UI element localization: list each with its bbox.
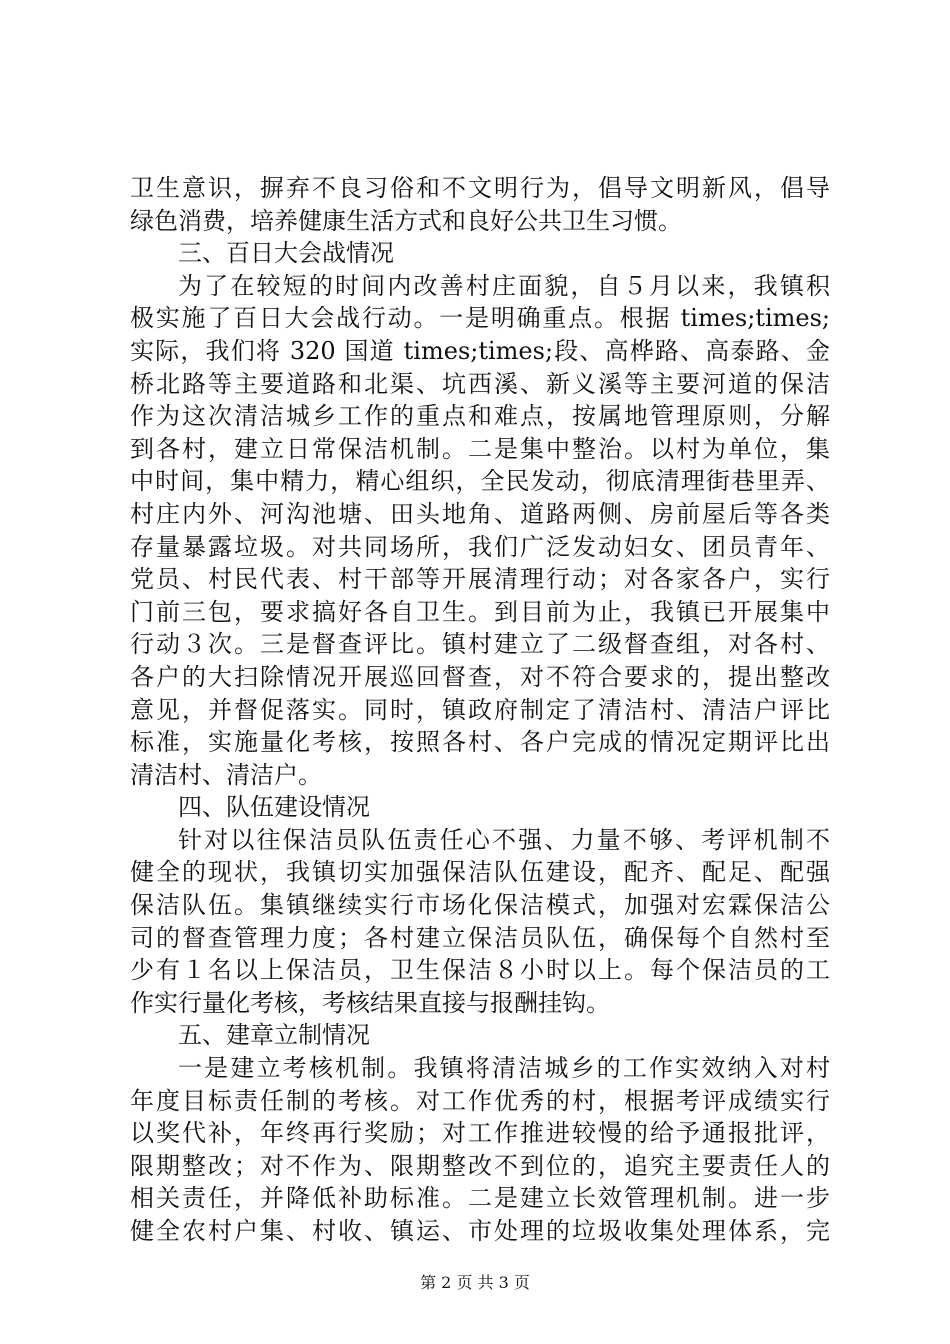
section-heading: 四、队伍建设情况: [178, 793, 370, 822]
paragraph-line: 健全的现状，我镇切实加强保洁队伍建设，配齐、配足、配强: [130, 858, 830, 887]
paragraph-line: 清洁村、清洁户。: [130, 760, 322, 789]
section-heading: 五、建章立制情况: [178, 1021, 370, 1050]
paragraph-line: 实际，我们将 320 国道 times;times;段、高桦路、高泰路、金: [130, 336, 830, 365]
paragraph-line: 相关责任，并降低补助标准。二是建立长效管理机制。进一步: [130, 1184, 830, 1213]
paragraph-line: 为了在较短的时间内改善村庄面貌，自５月以来，我镇积: [178, 271, 830, 300]
paragraph-line: 保洁队伍。集镇继续实行市场化保洁模式，加强对宏霖保洁公: [130, 891, 830, 920]
paragraph-line: 健全农村户集、村收、镇运、市处理的垃圾收集处理体系，完: [130, 1217, 830, 1245]
paragraph-line: 针对以往保洁员队伍责任心不强、力量不够、考评机制不: [178, 825, 830, 854]
paragraph-line: 标准，实施量化考核，按照各村、各户完成的情况定期评比出: [130, 728, 830, 757]
paragraph-line: 一是建立考核机制。我镇将清洁城乡的工作实效纳入对村: [178, 1054, 830, 1083]
section-heading: 三、百日大会战情况: [178, 239, 394, 268]
paragraph-line: 极实施了百日大会战行动。一是明确重点。根据 times;times;: [130, 304, 830, 333]
paragraph-line: 中时间，集中精力，精心组织，全民发动，彻底清理街巷里弄、: [130, 467, 830, 496]
paragraph-line: 门前三包，要求搞好各自卫生。到目前为止，我镇已开展集中: [130, 597, 830, 626]
paragraph-line: 卫生意识，摒弃不良习俗和不文明行为，倡导文明新风，倡导: [130, 174, 830, 202]
paragraph-line: 各户的大扫除情况开展巡回督查，对不符合要求的，提出整改: [130, 662, 830, 691]
paragraph-line: 行动３次。三是督查评比。镇村建立了二级督查组，对各村、: [130, 630, 830, 659]
paragraph-line: 绿色消费，培养健康生活方式和良好公共卫生习惯。: [130, 206, 682, 235]
paragraph-line: 少有１名以上保洁员，卫生保洁８小时以上。每个保洁员的工: [130, 956, 830, 985]
paragraph-line: 村庄内外、河沟池塘、田头地角、道路两侧、房前屋后等各类: [130, 499, 830, 528]
paragraph-line: 限期整改；对不作为、限期整改不到位的，追究主要责任人的: [130, 1151, 830, 1180]
document-body: [130, 172, 830, 1248]
paragraph-line: 以奖代补，年终再行奖励；对工作推进较慢的给予通报批评，: [130, 1119, 830, 1148]
paragraph-line: 到各村，建立日常保洁机制。二是集中整治。以村为单位，集: [130, 434, 830, 463]
paragraph-line: 桥北路等主要道路和北渠、坑西溪、新义溪等主要河道的保洁: [130, 369, 830, 398]
paragraph-line: 党员、村民代表、村干部等开展清理行动；对各家各户，实行: [130, 565, 830, 594]
paragraph-line: 年度目标责任制的考核。对工作优秀的村，根据考评成绩实行: [130, 1086, 830, 1115]
paragraph-line: 存量暴露垃圾。对共同场所，我们广泛发动妇女、团员青年、: [130, 532, 830, 561]
paragraph-line: 作实行量化考核，考核结果直接与报酬挂钩。: [130, 988, 610, 1017]
paragraph-line: 司的督查管理力度；各村建立保洁员队伍，确保每个自然村至: [130, 923, 830, 952]
page-footer: 第 2 页 共 3 页: [420, 1273, 530, 1292]
paragraph-line: 作为这次清洁城乡工作的重点和难点，按属地管理原则，分解: [130, 402, 830, 431]
paragraph-line: 意见，并督促落实。同时，镇政府制定了清洁村、清洁户评比: [130, 695, 830, 724]
